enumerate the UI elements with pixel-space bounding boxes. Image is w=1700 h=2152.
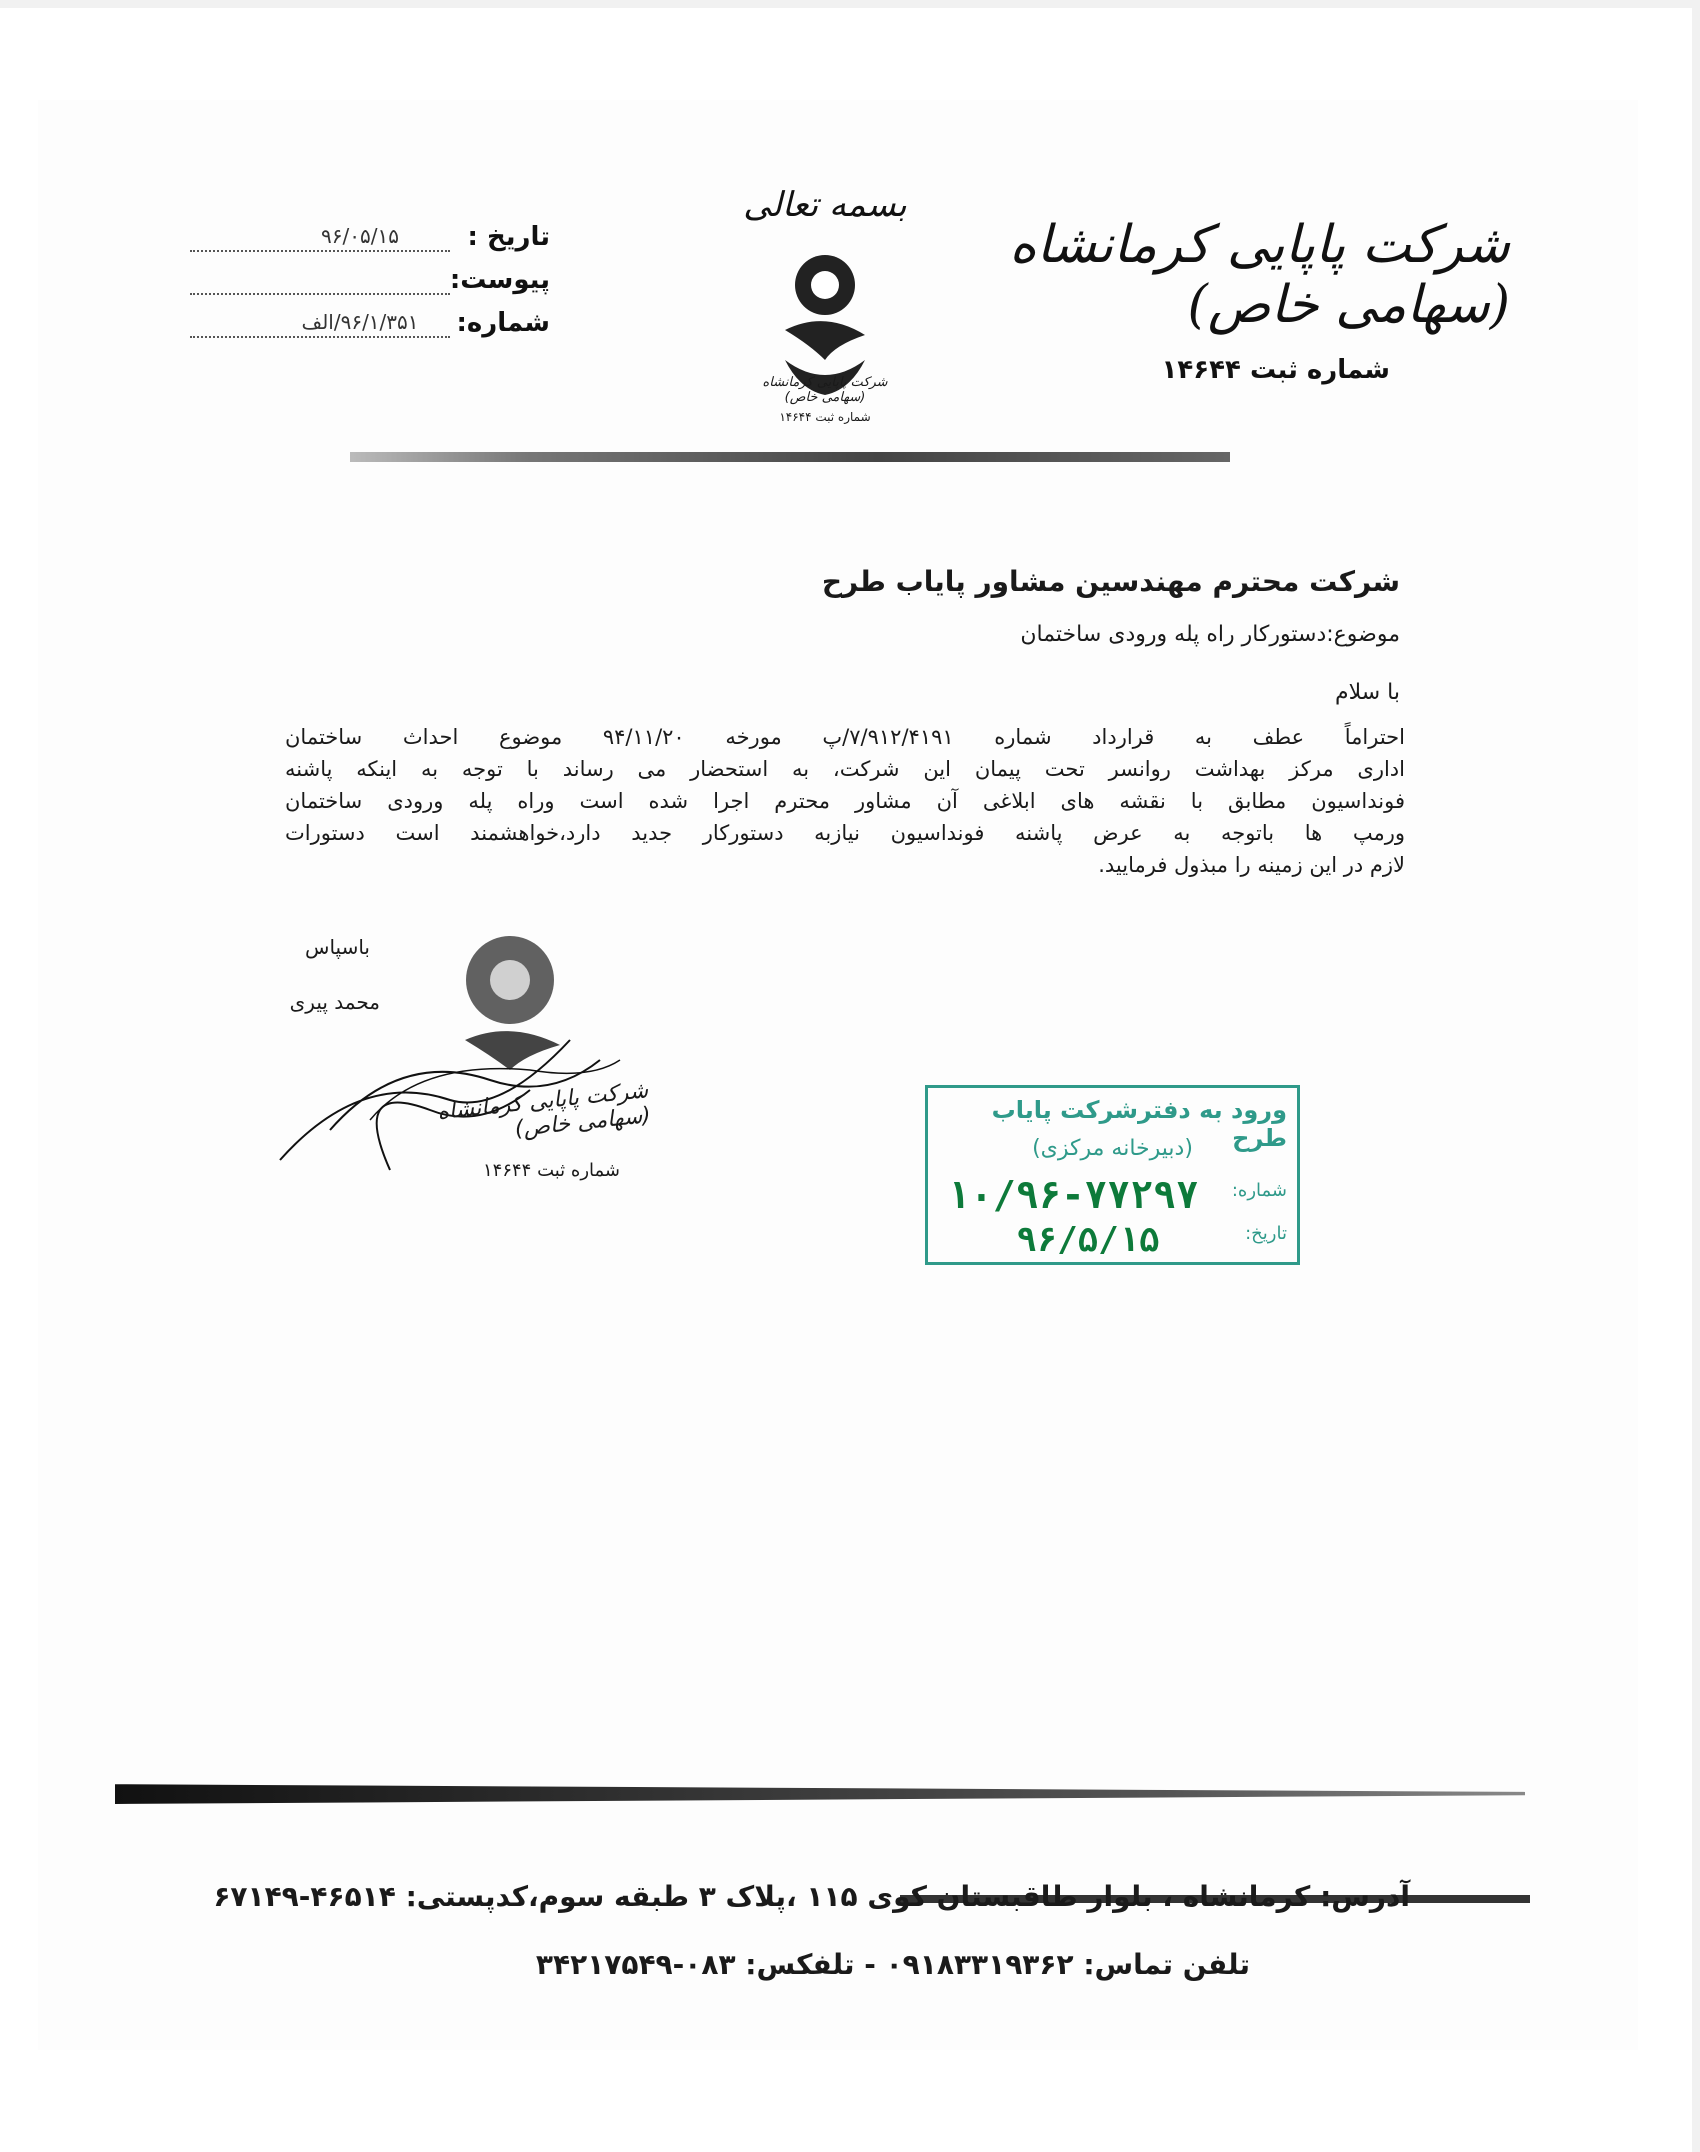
seal-text: شرکت پاپایی کرمانشاه (سهامی خاص) — [436, 1078, 652, 1143]
date-value: ۹۶/۰۵/۱۵ — [321, 224, 399, 248]
logo-caption: شرکت پاپایی کرمانشاه (سهامی خاص) — [762, 375, 888, 405]
attachment-dotted-line — [190, 293, 450, 295]
basmala: بسمه تعالی — [743, 185, 907, 225]
body-line: لازم در این زمینه را مبذول فرمایید. — [1098, 853, 1405, 877]
receipt-date-label: تاریخ: — [1245, 1223, 1287, 1244]
date-row — [190, 222, 550, 262]
scan-edge-right — [1692, 0, 1700, 2152]
body-line: احتراماً عطف به قرارداد شماره ۷/۹۱۲/۴۱۹۱/پ مورخه ۹۴/۱۱/۲۰ موضوع احداث ساختمان — [285, 725, 1405, 749]
footer-phone: تلفن تماس: ۰۹۱۸۳۳۱۹۳۶۲ - تلفکس: ۰۸۳-۳۴۲۱۷۵۴۹ — [535, 1948, 1250, 1981]
header-rule — [350, 452, 1230, 462]
number-value: ۹۶/۱/۳۵۱/الف — [301, 310, 419, 334]
number-dotted-line — [190, 336, 450, 338]
closing: باسپاس — [305, 935, 370, 959]
scan-edge-top — [0, 0, 1700, 8]
footer-address: آدرس: کرمانشاه ، بلوار طاقبستان کوی ۱۱۵ ،پلاک ۳ طبقه سوم،کدپستی: ۴۶۵۱۴-۶۷۱۴۹ — [213, 1880, 1410, 1913]
attachment-label: پیوست: — [449, 265, 550, 295]
registration-number: شماره ثبت ۱۴۶۴۴ — [1161, 355, 1390, 385]
body-line: ورمپ ها باتوجه به عرض پاشنه فونداسیون نیازبه دستورکار جدید دارد،خواهشمند است دستورات — [285, 821, 1405, 845]
subject: موضوع:دستورکار راه پله ورودی ساختمان — [1020, 622, 1400, 647]
body-line: اداری مرکز بهداشت روانسر تحت پیمان این شرکت، به استحضار می رساند با توجه به اینکه پاشنه — [285, 757, 1405, 781]
recipient: شرکت محترم مهندسین مشاور پایاب طرح — [821, 565, 1400, 598]
receipt-stamp-subtitle: (دبیرخانه مرکزی) — [1032, 1136, 1193, 1161]
signer-name: محمد پیری — [289, 990, 380, 1014]
date-label: تاریخ : — [467, 222, 550, 252]
company-name: شرکت پاپایی کرمانشاه (سهامی خاص) — [1009, 215, 1510, 335]
receipt-stamp — [925, 1085, 1300, 1265]
number-label: شماره: — [456, 308, 550, 338]
number-row — [190, 308, 550, 348]
greeting: با سلام — [1334, 680, 1400, 705]
seal-registration: شماره ثبت ۱۴۶۴۴ — [483, 1160, 620, 1181]
receipt-number-value: ۱۰/۹۶-۷۷۲۹۷ — [947, 1173, 1199, 1217]
attachment-row — [190, 265, 550, 305]
logo-registration: شماره ثبت ۱۴۶۴۴ — [779, 410, 871, 424]
date-dotted-line — [190, 250, 450, 252]
receipt-stamp-title: ورود به دفترشرکت پایاب طرح — [991, 1096, 1287, 1152]
receipt-number-label: شماره: — [1231, 1180, 1287, 1201]
receipt-date-value: ۹۶/۵/۱۵ — [1016, 1220, 1160, 1260]
body-line: فونداسیون مطابق با نقشه های ابلاغی آن مشاور محترم اجرا شده است وراه پله ورودی ساختمان — [285, 789, 1405, 813]
